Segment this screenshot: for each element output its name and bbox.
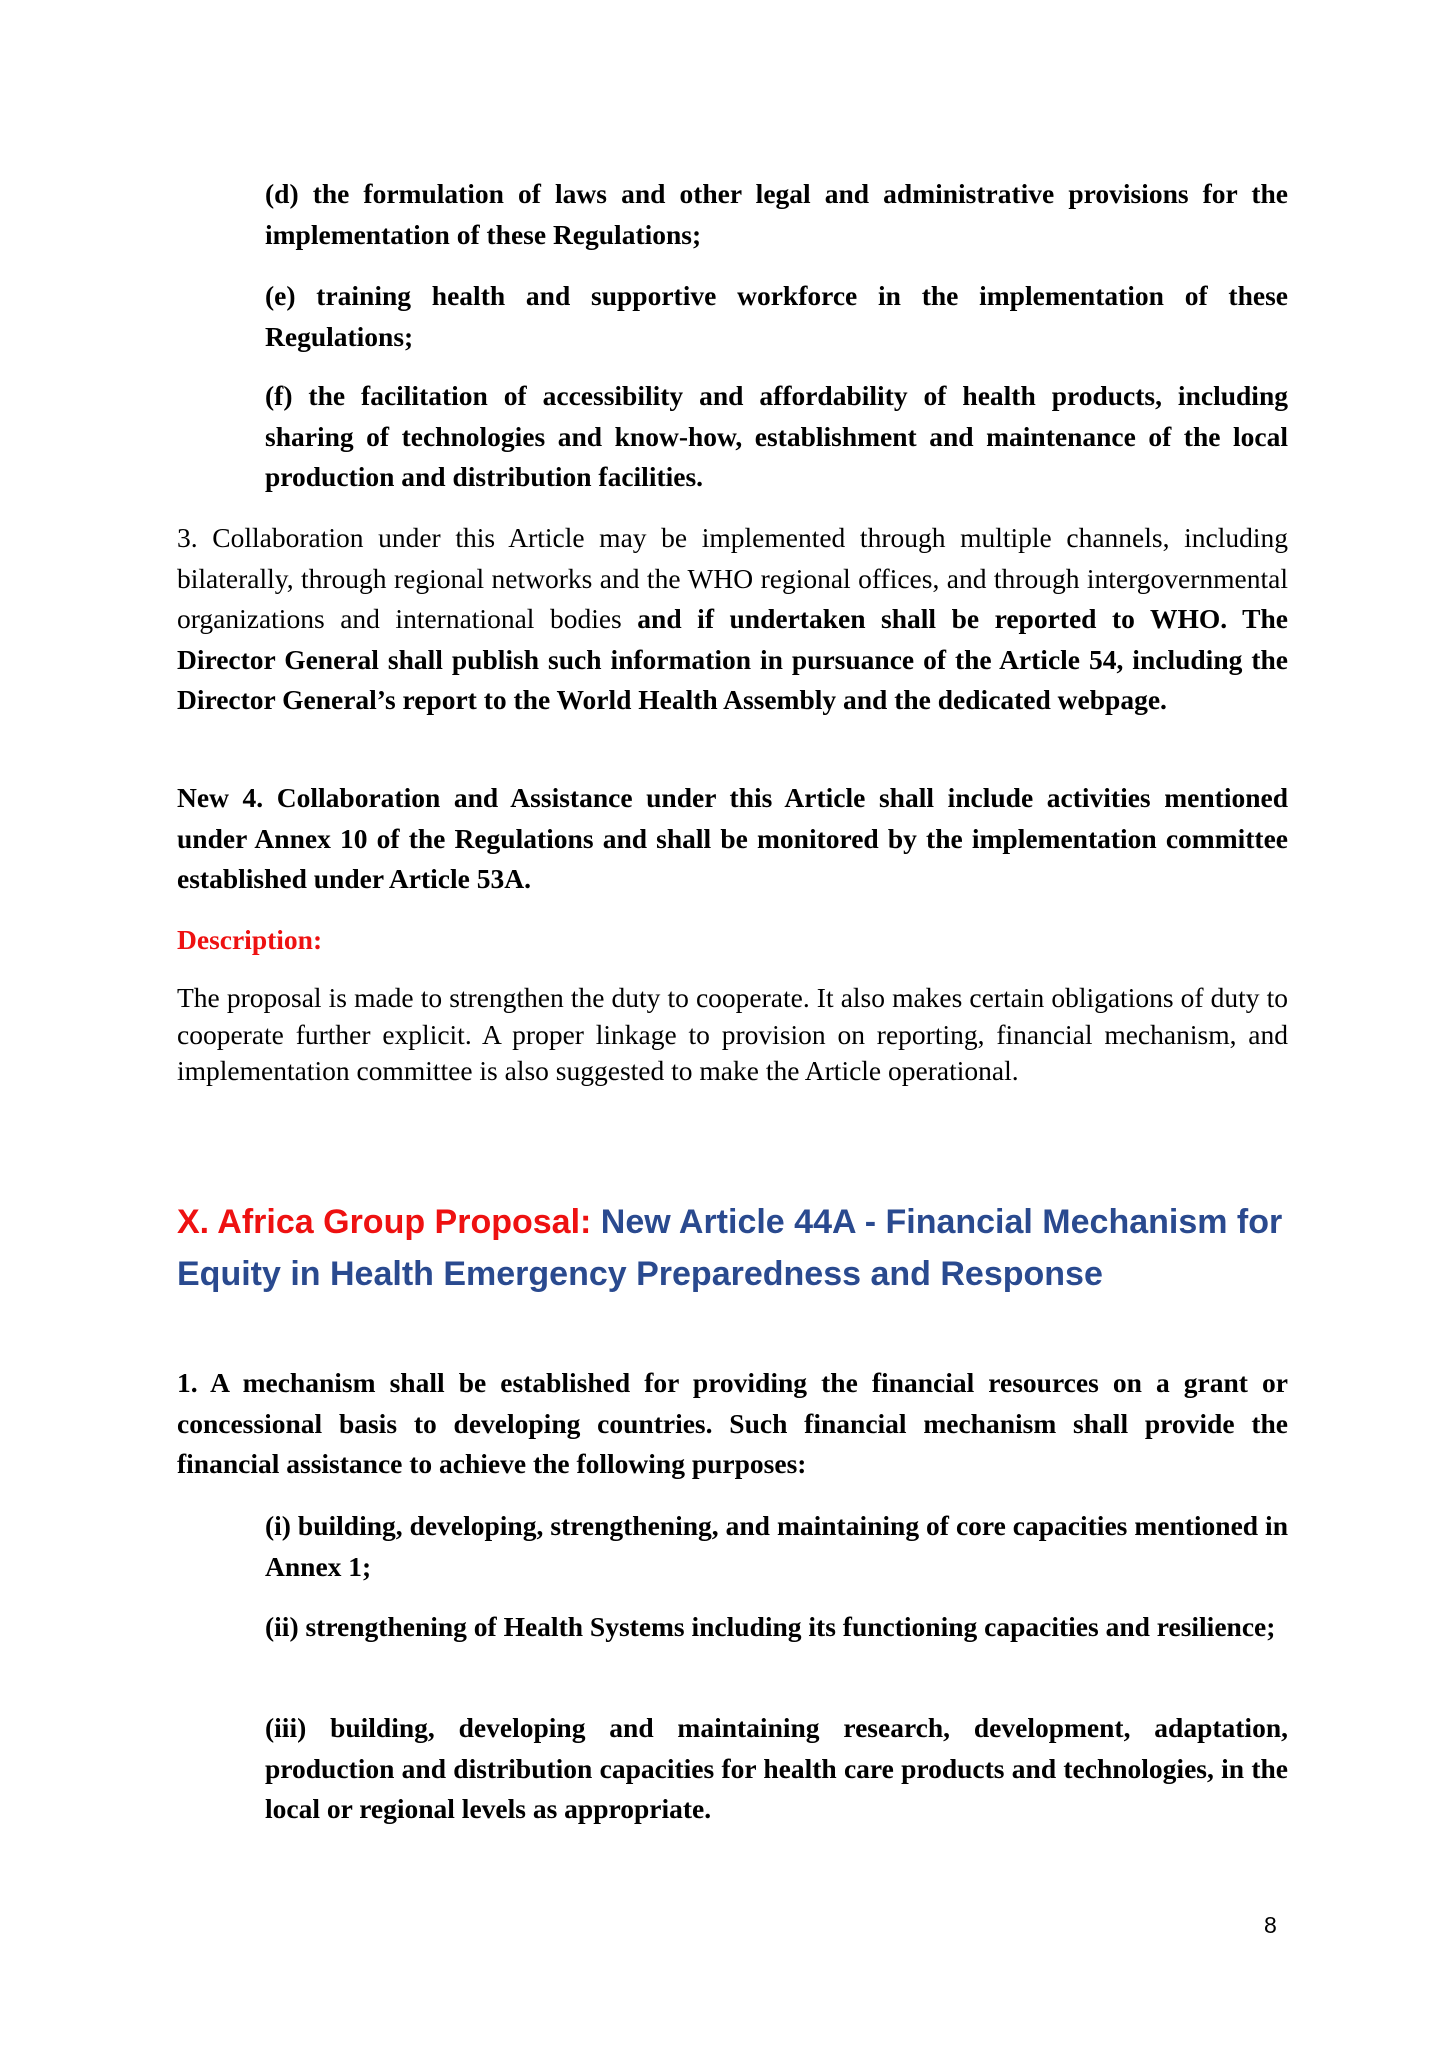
- description-label: Description:: [177, 924, 323, 955]
- page-number: 8: [1264, 1912, 1277, 1938]
- paragraph-new-4: New 4. Collaboration and Assistance under this Article shall include activities mentioned under Annex 10 of the Regulations and shall be monitored by the implementation committee established under Article 53A.: [177, 782, 1288, 894]
- description-text: The proposal is made to strengthen the duty to cooperate. It also makes certain obligations of duty to cooperate further explicit. A proper linkage to provision on reporting, financial mechanism, and implementation committee is also suggested to make the Article operational.: [177, 982, 1288, 1086]
- purpose-iii: (iii) building, developing and maintaining research, development, adaptation, production and distribution capacities for health care products and technologies, in the local or regional levels as appropriate.: [265, 1712, 1288, 1824]
- paragraph-3: [177, 518, 1288, 721]
- item-e: (e) training health and supportive workforce in the implementation of these Regulations;: [265, 280, 1288, 352]
- heading-prefix: X. Africa Group Proposal:: [177, 1203, 592, 1241]
- purpose-i: (i) building, developing, strengthening, and maintaining of core capacities mentioned in Annex 1;: [265, 1510, 1288, 1582]
- item-d: (d) the formulation of laws and other legal and administrative provisions for the implementation of these Regulations;: [265, 178, 1288, 250]
- heading-title: New Article 44A - Financial Mechanism for Equity in Health Emergency Preparedness and Response: [177, 1203, 1283, 1293]
- paragraph-3-bold: and if undertaken shall be reported to WHO. The Director General shall publish such information in pursuance of the Article 54, including the Director General’s report to the World Health Assembly and the dedicated webpage.: [177, 603, 1288, 715]
- purpose-ii: (ii) strengthening of Health Systems including its functioning capacities and resilience;: [265, 1611, 1276, 1642]
- paragraph-3-normal: 3. Collaboration under this Article may be implemented through multiple channels, including bilaterally, through regional networks and the WHO regional offices, and through intergovernmental organizations and international bodies: [177, 522, 1288, 634]
- item-f: (f) the facilitation of accessibility and affordability of health products, including sharing of technologies and know-how, establishment and maintenance of the local production and distribution facilities.: [265, 380, 1288, 492]
- paragraph-1: 1. A mechanism shall be established for providing the financial resources on a grant or concessional basis to developing countries. Such financial mechanism shall provide the financial assistance to achieve the following purposes:: [177, 1367, 1288, 1479]
- section-heading: [177, 1196, 1307, 1300]
